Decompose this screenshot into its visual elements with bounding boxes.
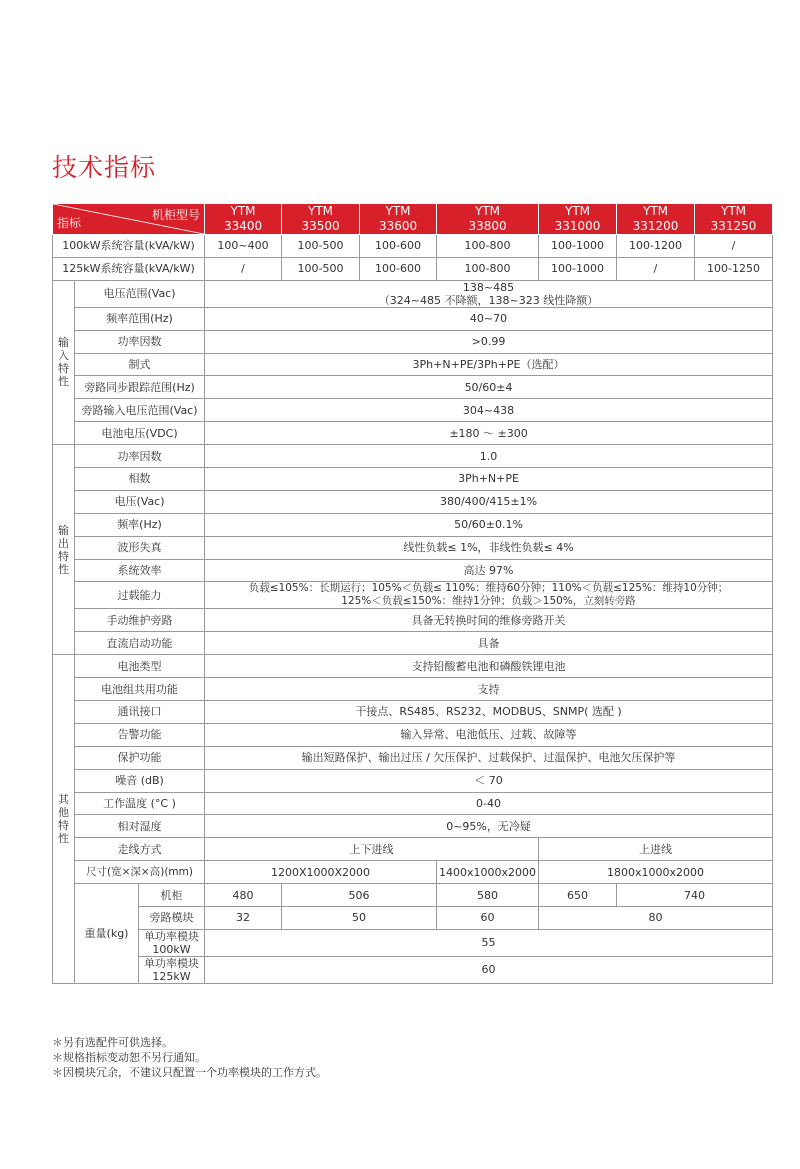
- table-cell: 60: [437, 907, 539, 930]
- table-cell: 100-1250: [695, 257, 773, 280]
- table-cell: 50/60±4: [205, 376, 773, 399]
- table-cell: 100-800: [437, 235, 539, 258]
- header-model: YTM 33400: [205, 204, 282, 235]
- table-cell: 138~485 （324~485 不降额，138~323 线性降额）: [205, 280, 773, 307]
- table-cell: 支持铅酸蓄电池和磷酸铁锂电池: [205, 655, 773, 678]
- table-row: [53, 655, 773, 678]
- table-row: [53, 861, 773, 884]
- row-label: 直流启动功能: [75, 632, 205, 655]
- table-cell: 具备: [205, 632, 773, 655]
- header-model: YTM 331200: [617, 204, 695, 235]
- table-cell: 1.0: [205, 445, 773, 468]
- table-row: [53, 445, 773, 468]
- row-label: 系统效率: [75, 559, 205, 582]
- row-label: 保护功能: [75, 746, 205, 769]
- table-row: [53, 399, 773, 422]
- table-cell: 380/400/415±1%: [205, 490, 773, 513]
- row-label: 走线方式: [75, 838, 205, 861]
- header-model: YTM 33600: [360, 204, 437, 235]
- footnote: ＊因模块冗余，不建议只配置一个功率模块的工作方式。: [52, 1066, 327, 1079]
- header-model: YTM 331250: [695, 204, 773, 235]
- row-label: 功率因数: [75, 445, 205, 468]
- row-label: 电池组共用功能: [75, 678, 205, 701]
- row-label: 电池类型: [75, 655, 205, 678]
- table-cell: 100-500: [282, 257, 360, 280]
- row-label: 通讯接口: [75, 701, 205, 724]
- table-cell: 100-600: [360, 257, 437, 280]
- table-cell: /: [695, 235, 773, 258]
- table-cell: 3Ph+N+PE: [205, 468, 773, 491]
- row-sublabel: 旁路模块: [139, 907, 205, 930]
- row-sublabel: 机柜: [139, 884, 205, 907]
- header-model: YTM 33800: [437, 204, 539, 235]
- row-label: 100kW系统容量(kVA/kW): [53, 235, 205, 258]
- table-cell: 60: [205, 956, 773, 983]
- table-cell: 100-500: [282, 235, 360, 258]
- table-cell: 650: [539, 884, 617, 907]
- table-row: [53, 723, 773, 746]
- table-cell: 580: [437, 884, 539, 907]
- table-row: [53, 257, 773, 280]
- table-row: [53, 307, 773, 330]
- table-cell: ＜ 70: [205, 769, 773, 792]
- table-cell: 0-40: [205, 792, 773, 815]
- table-row: [53, 376, 773, 399]
- footnote: ＊规格指标变动恕不另行通知。: [52, 1051, 206, 1064]
- page-title: 技术指标: [52, 153, 157, 182]
- footnotes: [52, 1035, 327, 1080]
- table-cell: /: [205, 257, 282, 280]
- table-cell: 高达 97%: [205, 559, 773, 582]
- row-label: 噪音 (dB): [75, 769, 205, 792]
- table-row: [53, 490, 773, 513]
- row-label: 相对湿度: [75, 815, 205, 838]
- table-cell: 支持: [205, 678, 773, 701]
- table-cell: /: [617, 257, 695, 280]
- table-cell: 80: [539, 907, 773, 930]
- table-cell: 0~95%，无冷疑: [205, 815, 773, 838]
- table-row: [53, 422, 773, 445]
- table-cell: 3Ph+N+PE/3Ph+PE（选配）: [205, 353, 773, 376]
- row-label: 功率因数: [75, 330, 205, 353]
- table-row: [53, 536, 773, 559]
- table-row: [53, 884, 773, 907]
- table-cell: 100~400: [205, 235, 282, 258]
- row-label: 尺寸(宽×深×高)(mm): [75, 861, 205, 884]
- group-label-input: 输 入 特 性: [53, 280, 75, 444]
- table-row: [53, 280, 773, 307]
- table-cell: >0.99: [205, 330, 773, 353]
- row-label: 电压范围(Vac): [75, 280, 205, 307]
- table-cell: 干接点、RS485、RS232、MODBUS、SNMP( 选配 ): [205, 701, 773, 724]
- table-cell: 线性负载≤ 1%，非线性负载≤ 4%: [205, 536, 773, 559]
- table-cell: 740: [617, 884, 773, 907]
- table-cell: 上下进线: [205, 838, 539, 861]
- table-cell: 输出短路保护、输出过压 / 欠压保护、过载保护、过温保护、电池欠压保护等: [205, 746, 773, 769]
- row-label: 125kW系统容量(kVA/kW): [53, 257, 205, 280]
- row-label: 频率范围(Hz): [75, 307, 205, 330]
- table-row: [53, 929, 773, 956]
- row-label: 波形失真: [75, 536, 205, 559]
- footnote: ＊另有选配件可供选择。: [52, 1036, 173, 1049]
- row-label: 旁路输入电压范围(Vac): [75, 399, 205, 422]
- header-indicator-label: 指标: [57, 216, 82, 230]
- table-row: [53, 815, 773, 838]
- table-cell: 40~70: [205, 307, 773, 330]
- row-label: 手动维护旁路: [75, 609, 205, 632]
- table-row: [53, 907, 773, 930]
- table-cell: 506: [282, 884, 437, 907]
- table-row: [53, 513, 773, 536]
- row-label: 告警功能: [75, 723, 205, 746]
- table-cell: 1800x1000x2000: [539, 861, 773, 884]
- row-sublabel: 单功率模块 125kW: [139, 956, 205, 983]
- table-cell: 50: [282, 907, 437, 930]
- row-label: 电池电压(VDC): [75, 422, 205, 445]
- table-cell: 1400x1000x2000: [437, 861, 539, 884]
- table-row: [53, 956, 773, 983]
- table-cell: 100-1000: [539, 257, 617, 280]
- row-label: 旁路同步跟踪范围(Hz): [75, 376, 205, 399]
- header-model-label: 机柜型号: [152, 208, 201, 222]
- table-row: [53, 235, 773, 258]
- table-row: [53, 353, 773, 376]
- table-row: [53, 701, 773, 724]
- spec-table: [52, 203, 773, 984]
- row-label-weight: 重量(kg): [75, 884, 139, 984]
- group-label-other: 其 他 特 性: [53, 655, 75, 984]
- header-corner: [53, 204, 205, 235]
- table-cell: 304~438: [205, 399, 773, 422]
- table-row: [53, 582, 773, 609]
- group-label-output: 输 出 特 性: [53, 445, 75, 655]
- header-model: YTM 331000: [539, 204, 617, 235]
- table-cell: 50/60±0.1%: [205, 513, 773, 536]
- table-cell: 100-1000: [539, 235, 617, 258]
- table-cell: ±180 ～ ±300: [205, 422, 773, 445]
- table-cell: 具备无转换时间的维修旁路开关: [205, 609, 773, 632]
- table-row: [53, 769, 773, 792]
- table-row: [53, 678, 773, 701]
- table-cell: 100-1200: [617, 235, 695, 258]
- table-cell: 负载≤105%：长期运行；105%＜负载≤ 110%：维持60分钟；110%＜负载≤125%：维持10分钟； 125%＜负载≤150%：维持1分钟；负载＞150%，立刻转旁路: [205, 582, 773, 609]
- row-label: 制式: [75, 353, 205, 376]
- table-cell: 55: [205, 929, 773, 956]
- table-cell: 32: [205, 907, 282, 930]
- table-row: [53, 838, 773, 861]
- header-model: YTM 33500: [282, 204, 360, 235]
- table-cell: 100-600: [360, 235, 437, 258]
- row-label: 过载能力: [75, 582, 205, 609]
- row-label: 工作温度 (°C ): [75, 792, 205, 815]
- table-header-row: [53, 204, 773, 235]
- table-cell: 输入异常、电池低压、过载、故障等: [205, 723, 773, 746]
- table-cell: 100-800: [437, 257, 539, 280]
- table-row: [53, 632, 773, 655]
- table-row: [53, 609, 773, 632]
- row-label: 相数: [75, 468, 205, 491]
- row-sublabel: 单功率模块 100kW: [139, 929, 205, 956]
- table-cell: 480: [205, 884, 282, 907]
- row-label: 电压(Vac): [75, 490, 205, 513]
- table-row: [53, 792, 773, 815]
- table-row: [53, 559, 773, 582]
- table-row: [53, 330, 773, 353]
- row-label: 频率(Hz): [75, 513, 205, 536]
- table-cell: 上进线: [539, 838, 773, 861]
- table-cell: 1200X1000X2000: [205, 861, 437, 884]
- table-row: [53, 468, 773, 491]
- table-row: [53, 746, 773, 769]
